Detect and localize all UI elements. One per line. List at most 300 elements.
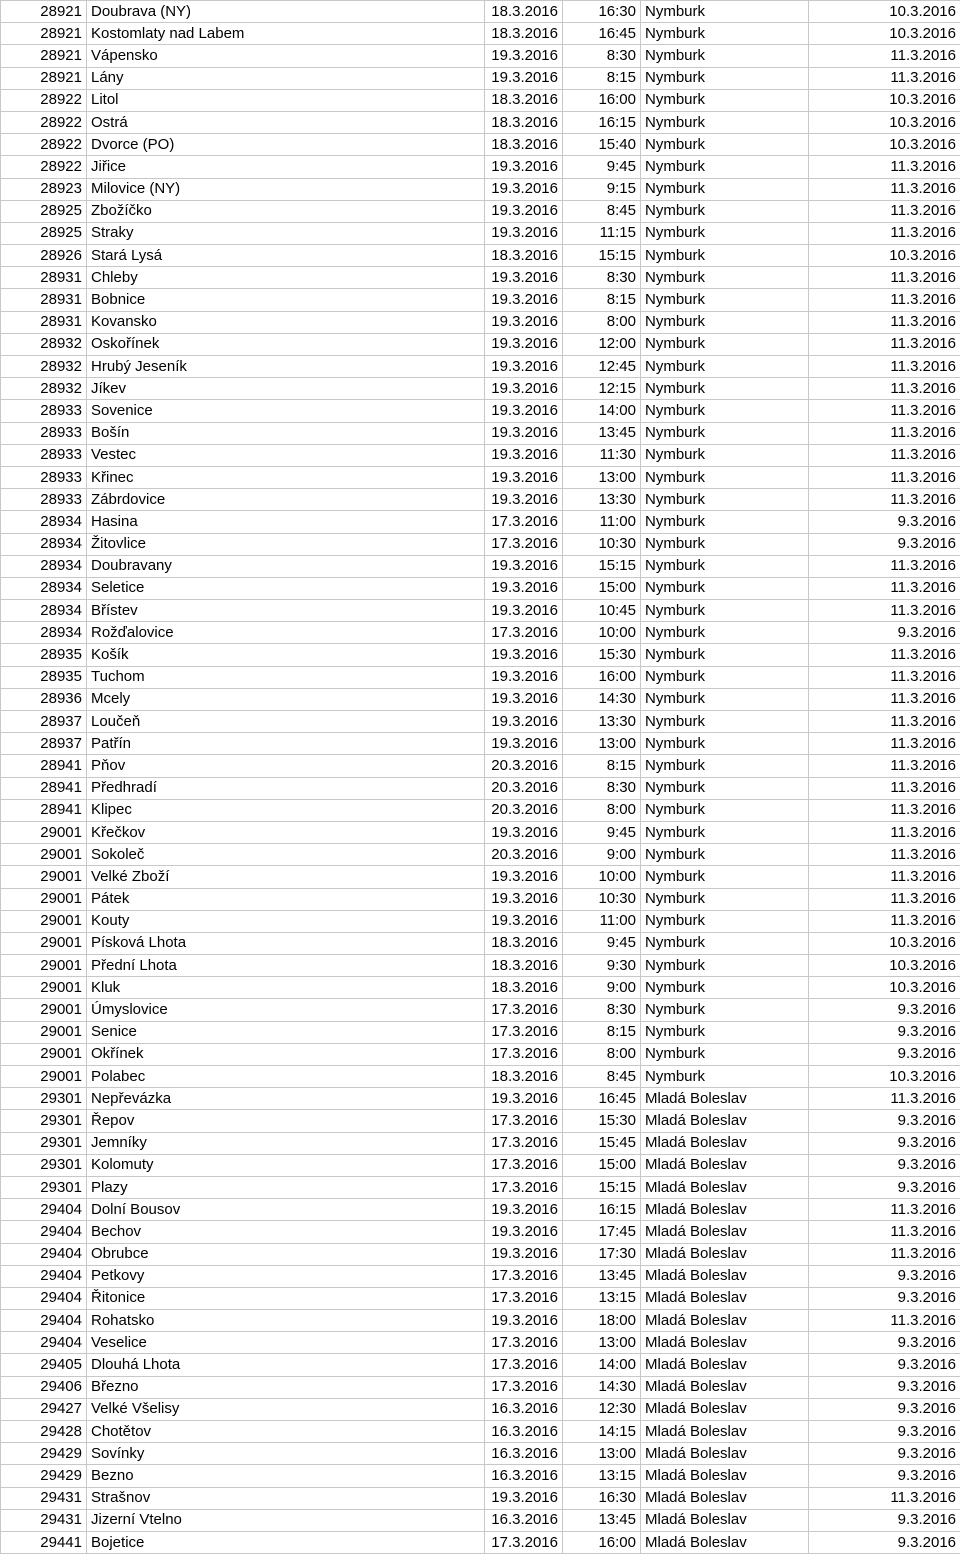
misto-cell: Mladá Boleslav [641,1243,809,1265]
obec-cell: Oskořínek [87,333,485,355]
misto-cell: Nymburk [641,289,809,311]
datum-zverejneni-cell: 9.3.2016 [809,622,960,644]
psc-cell: 28932 [1,333,87,355]
misto-cell: Nymburk [641,422,809,444]
table-row [1,311,960,333]
table-row [1,577,960,599]
datum-zverejneni-cell: 10.3.2016 [809,23,960,45]
table-row [1,866,960,888]
misto-cell: Nymburk [641,200,809,222]
table-row [1,1221,960,1243]
table-row [1,1199,960,1221]
cas-cell: 13:45 [563,1509,641,1531]
table-row [1,400,960,422]
misto-cell: Mladá Boleslav [641,1199,809,1221]
psc-cell: 28935 [1,644,87,666]
cas-cell: 16:00 [563,1531,641,1553]
datum-cell: 19.3.2016 [485,1221,563,1243]
datum-zverejneni-cell: 11.3.2016 [809,799,960,821]
psc-cell: 29429 [1,1443,87,1465]
datum-cell: 19.3.2016 [485,489,563,511]
misto-cell: Nymburk [641,356,809,378]
table-row [1,1176,960,1198]
datum-zverejneni-cell: 11.3.2016 [809,489,960,511]
datum-cell: 17.3.2016 [485,622,563,644]
datum-zverejneni-cell: 11.3.2016 [809,422,960,444]
cas-cell: 18:00 [563,1310,641,1332]
datum-cell: 18.3.2016 [485,134,563,156]
misto-cell: Nymburk [641,245,809,267]
table-row [1,1421,960,1443]
obec-cell: Klipec [87,799,485,821]
misto-cell: Mladá Boleslav [641,1421,809,1443]
obec-cell: Straky [87,222,485,244]
cas-cell: 8:30 [563,267,641,289]
datum-cell: 16.3.2016 [485,1398,563,1420]
table-row [1,1443,960,1465]
table-row [1,200,960,222]
obec-cell: Strašnov [87,1487,485,1509]
table-row [1,178,960,200]
obec-cell: Mcely [87,688,485,710]
datum-zverejneni-cell: 11.3.2016 [809,888,960,910]
cas-cell: 15:40 [563,134,641,156]
psc-cell: 29001 [1,955,87,977]
datum-cell: 19.3.2016 [485,178,563,200]
obec-cell: Jíkev [87,378,485,400]
datum-cell: 19.3.2016 [485,866,563,888]
datum-zverejneni-cell: 11.3.2016 [809,333,960,355]
cas-cell: 12:15 [563,378,641,400]
datum-cell: 19.3.2016 [485,821,563,843]
datum-zverejneni-cell: 10.3.2016 [809,1066,960,1088]
psc-cell: 29301 [1,1132,87,1154]
obec-cell: Hasina [87,511,485,533]
cas-cell: 15:30 [563,1110,641,1132]
obec-cell: Doubravany [87,555,485,577]
datum-cell: 19.3.2016 [485,45,563,67]
datum-cell: 17.3.2016 [485,1021,563,1043]
misto-cell: Nymburk [641,333,809,355]
table-row [1,1066,960,1088]
table-row [1,622,960,644]
obec-cell: Jemníky [87,1132,485,1154]
datum-cell: 17.3.2016 [485,1154,563,1176]
cas-cell: 14:30 [563,688,641,710]
table-row [1,555,960,577]
datum-zverejneni-cell: 11.3.2016 [809,222,960,244]
misto-cell: Nymburk [641,111,809,133]
datum-zverejneni-cell: 10.3.2016 [809,245,960,267]
psc-cell: 29404 [1,1221,87,1243]
psc-cell: 29404 [1,1199,87,1221]
table-row [1,821,960,843]
datum-cell: 18.3.2016 [485,245,563,267]
psc-cell: 28932 [1,356,87,378]
cas-cell: 16:45 [563,23,641,45]
obec-cell: Patřín [87,733,485,755]
table-row [1,799,960,821]
datum-zverejneni-cell: 11.3.2016 [809,1088,960,1110]
misto-cell: Nymburk [641,688,809,710]
misto-cell: Nymburk [641,577,809,599]
obec-cell: Ostrá [87,111,485,133]
cas-cell: 13:45 [563,1265,641,1287]
obec-cell: Břístev [87,600,485,622]
cas-cell: 8:15 [563,289,641,311]
obec-cell: Pátek [87,888,485,910]
cas-cell: 8:00 [563,1043,641,1065]
psc-cell: 29001 [1,932,87,954]
cas-cell: 9:30 [563,955,641,977]
obec-cell: Košík [87,644,485,666]
datum-zverejneni-cell: 11.3.2016 [809,866,960,888]
datum-cell: 18.3.2016 [485,89,563,111]
misto-cell: Nymburk [641,755,809,777]
psc-cell: 29001 [1,1021,87,1043]
datum-zverejneni-cell: 11.3.2016 [809,1310,960,1332]
table-row [1,444,960,466]
datum-cell: 17.3.2016 [485,1287,563,1309]
datum-zverejneni-cell: 11.3.2016 [809,466,960,488]
psc-cell: 28933 [1,466,87,488]
datum-zverejneni-cell: 11.3.2016 [809,45,960,67]
obec-cell: Rohatsko [87,1310,485,1332]
obec-cell: Bošín [87,422,485,444]
cas-cell: 13:00 [563,466,641,488]
misto-cell: Nymburk [641,89,809,111]
cas-cell: 16:45 [563,1088,641,1110]
misto-cell: Mladá Boleslav [641,1287,809,1309]
obec-cell: Úmyslovice [87,999,485,1021]
obec-cell: Nepřevázka [87,1088,485,1110]
datum-zverejneni-cell: 9.3.2016 [809,1132,960,1154]
obec-cell: Milovice (NY) [87,178,485,200]
table-row [1,1487,960,1509]
misto-cell: Nymburk [641,45,809,67]
cas-cell: 14:00 [563,400,641,422]
table-row [1,533,960,555]
misto-cell: Mladá Boleslav [641,1110,809,1132]
datum-cell: 17.3.2016 [485,1043,563,1065]
table-row [1,489,960,511]
datum-cell: 16.3.2016 [485,1421,563,1443]
table-row [1,1154,960,1176]
datum-zverejneni-cell: 10.3.2016 [809,932,960,954]
table-row [1,222,960,244]
datum-cell: 19.3.2016 [485,1243,563,1265]
table-row [1,1043,960,1065]
table-row [1,688,960,710]
table-row [1,1132,960,1154]
datum-cell: 19.3.2016 [485,1310,563,1332]
table-row [1,910,960,932]
cas-cell: 9:45 [563,932,641,954]
datum-zverejneni-cell: 9.3.2016 [809,1265,960,1287]
psc-cell: 28922 [1,134,87,156]
datum-cell: 19.3.2016 [485,711,563,733]
misto-cell: Nymburk [641,733,809,755]
obec-cell: Veselice [87,1332,485,1354]
psc-cell: 28941 [1,755,87,777]
psc-cell: 28931 [1,289,87,311]
datum-cell: 20.3.2016 [485,777,563,799]
cas-cell: 15:15 [563,1176,641,1198]
misto-cell: Nymburk [641,489,809,511]
obec-cell: Plazy [87,1176,485,1198]
cas-cell: 11:15 [563,222,641,244]
obec-cell: Sovenice [87,400,485,422]
datum-cell: 19.3.2016 [485,577,563,599]
datum-zverejneni-cell: 9.3.2016 [809,1154,960,1176]
psc-cell: 28921 [1,1,87,23]
table-row [1,733,960,755]
cas-cell: 10:30 [563,888,641,910]
misto-cell: Nymburk [641,178,809,200]
table-row [1,466,960,488]
datum-zverejneni-cell: 9.3.2016 [809,1465,960,1487]
misto-cell: Nymburk [641,799,809,821]
datum-cell: 19.3.2016 [485,688,563,710]
datum-zverejneni-cell: 11.3.2016 [809,711,960,733]
psc-cell: 29404 [1,1243,87,1265]
psc-cell: 28922 [1,111,87,133]
datum-cell: 19.3.2016 [485,888,563,910]
datum-zverejneni-cell: 11.3.2016 [809,666,960,688]
table-row [1,333,960,355]
misto-cell: Mladá Boleslav [641,1398,809,1420]
obec-cell: Dolní Bousov [87,1199,485,1221]
misto-cell: Nymburk [641,622,809,644]
datum-cell: 18.3.2016 [485,111,563,133]
psc-cell: 28935 [1,666,87,688]
datum-cell: 16.3.2016 [485,1465,563,1487]
psc-cell: 28922 [1,156,87,178]
cas-cell: 15:30 [563,644,641,666]
datum-zverejneni-cell: 9.3.2016 [809,1421,960,1443]
datum-cell: 19.3.2016 [485,400,563,422]
obec-cell: Obrubce [87,1243,485,1265]
cas-cell: 9:45 [563,156,641,178]
datum-cell: 19.3.2016 [485,156,563,178]
misto-cell: Nymburk [641,444,809,466]
obec-cell: Chotětov [87,1421,485,1443]
datum-zverejneni-cell: 11.3.2016 [809,200,960,222]
psc-cell: 28921 [1,45,87,67]
cas-cell: 13:45 [563,422,641,444]
psc-cell: 28934 [1,622,87,644]
psc-cell: 28925 [1,222,87,244]
table-row [1,1531,960,1553]
misto-cell: Mladá Boleslav [641,1154,809,1176]
obec-cell: Kluk [87,977,485,999]
cas-cell: 13:00 [563,733,641,755]
datum-cell: 19.3.2016 [485,1487,563,1509]
datum-zverejneni-cell: 10.3.2016 [809,134,960,156]
datum-cell: 17.3.2016 [485,1531,563,1553]
cas-cell: 15:45 [563,1132,641,1154]
cas-cell: 15:00 [563,577,641,599]
datum-zverejneni-cell: 9.3.2016 [809,511,960,533]
obec-cell: Písková Lhota [87,932,485,954]
datum-zverejneni-cell: 9.3.2016 [809,1287,960,1309]
datum-zverejneni-cell: 9.3.2016 [809,1043,960,1065]
obec-cell: Tuchom [87,666,485,688]
table-row [1,777,960,799]
datum-cell: 19.3.2016 [485,422,563,444]
table-row [1,267,960,289]
misto-cell: Nymburk [641,511,809,533]
obec-cell: Dlouhá Lhota [87,1354,485,1376]
datum-zverejneni-cell: 10.3.2016 [809,89,960,111]
datum-zverejneni-cell: 9.3.2016 [809,1509,960,1531]
misto-cell: Nymburk [641,888,809,910]
table-row [1,977,960,999]
obec-cell: Předhradí [87,777,485,799]
obec-cell: Zbožíčko [87,200,485,222]
misto-cell: Nymburk [641,844,809,866]
datum-cell: 17.3.2016 [485,511,563,533]
table-row [1,955,960,977]
datum-zverejneni-cell: 9.3.2016 [809,1110,960,1132]
cas-cell: 8:45 [563,1066,641,1088]
table-row [1,600,960,622]
obec-cell: Křečkov [87,821,485,843]
datum-cell: 17.3.2016 [485,1354,563,1376]
obec-cell: Bobnice [87,289,485,311]
cas-cell: 17:45 [563,1221,641,1243]
psc-cell: 28937 [1,711,87,733]
cas-cell: 11:00 [563,910,641,932]
datum-zverejneni-cell: 9.3.2016 [809,1021,960,1043]
table-row [1,1465,960,1487]
table-row [1,755,960,777]
datum-cell: 17.3.2016 [485,533,563,555]
psc-cell: 29001 [1,866,87,888]
datum-cell: 17.3.2016 [485,1132,563,1154]
psc-cell: 29406 [1,1376,87,1398]
obec-cell: Doubrava (NY) [87,1,485,23]
misto-cell: Nymburk [641,222,809,244]
misto-cell: Nymburk [641,134,809,156]
cas-cell: 13:15 [563,1465,641,1487]
datum-cell: 20.3.2016 [485,844,563,866]
psc-cell: 29001 [1,821,87,843]
obec-cell: Kouty [87,910,485,932]
psc-cell: 29441 [1,1531,87,1553]
table-row [1,356,960,378]
table-row [1,1021,960,1043]
datum-zverejneni-cell: 11.3.2016 [809,1199,960,1221]
datum-zverejneni-cell: 11.3.2016 [809,688,960,710]
misto-cell: Mladá Boleslav [641,1132,809,1154]
table-row [1,511,960,533]
datum-zverejneni-cell: 11.3.2016 [809,400,960,422]
psc-cell: 29404 [1,1332,87,1354]
cas-cell: 16:00 [563,666,641,688]
cas-cell: 16:30 [563,1487,641,1509]
cas-cell: 8:30 [563,777,641,799]
table-row [1,245,960,267]
datum-zverejneni-cell: 10.3.2016 [809,111,960,133]
datum-zverejneni-cell: 9.3.2016 [809,1531,960,1553]
psc-cell: 28925 [1,200,87,222]
obec-cell: Rožďalovice [87,622,485,644]
obec-cell: Kostomlaty nad Labem [87,23,485,45]
cas-cell: 13:15 [563,1287,641,1309]
datum-zverejneni-cell: 11.3.2016 [809,821,960,843]
datum-zverejneni-cell: 11.3.2016 [809,378,960,400]
datum-cell: 18.3.2016 [485,1066,563,1088]
table-row [1,1,960,23]
table-row [1,134,960,156]
misto-cell: Nymburk [641,955,809,977]
cas-cell: 8:00 [563,799,641,821]
obec-cell: Přední Lhota [87,955,485,977]
table-row [1,289,960,311]
datum-zverejneni-cell: 11.3.2016 [809,67,960,89]
misto-cell: Mladá Boleslav [641,1088,809,1110]
psc-cell: 28936 [1,688,87,710]
psc-cell: 29001 [1,999,87,1021]
cas-cell: 16:30 [563,1,641,23]
datum-zverejneni-cell: 11.3.2016 [809,444,960,466]
datum-cell: 19.3.2016 [485,1199,563,1221]
cas-cell: 8:15 [563,67,641,89]
misto-cell: Nymburk [641,400,809,422]
datum-zverejneni-cell: 9.3.2016 [809,999,960,1021]
psc-cell: 29428 [1,1421,87,1443]
obec-cell: Bechov [87,1221,485,1243]
datum-zverejneni-cell: 11.3.2016 [809,178,960,200]
psc-cell: 29431 [1,1509,87,1531]
psc-cell: 29001 [1,888,87,910]
cas-cell: 9:45 [563,821,641,843]
datum-zverejneni-cell: 11.3.2016 [809,644,960,666]
datum-cell: 19.3.2016 [485,289,563,311]
table-row [1,1110,960,1132]
psc-cell: 29301 [1,1088,87,1110]
misto-cell: Mladá Boleslav [641,1176,809,1198]
table-row [1,1376,960,1398]
misto-cell: Nymburk [641,156,809,178]
datum-cell: 19.3.2016 [485,910,563,932]
table-row [1,1310,960,1332]
datum-zverejneni-cell: 11.3.2016 [809,577,960,599]
cas-cell: 14:00 [563,1354,641,1376]
datum-zverejneni-cell: 9.3.2016 [809,1354,960,1376]
table-row [1,111,960,133]
cas-cell: 15:15 [563,245,641,267]
psc-cell: 29301 [1,1154,87,1176]
misto-cell: Nymburk [641,1021,809,1043]
obec-cell: Kolomuty [87,1154,485,1176]
misto-cell: Mladá Boleslav [641,1443,809,1465]
psc-cell: 29405 [1,1354,87,1376]
datum-cell: 18.3.2016 [485,23,563,45]
obec-cell: Pňov [87,755,485,777]
obec-cell: Litol [87,89,485,111]
misto-cell: Mladá Boleslav [641,1332,809,1354]
misto-cell: Mladá Boleslav [641,1487,809,1509]
datum-zverejneni-cell: 9.3.2016 [809,1376,960,1398]
cas-cell: 16:15 [563,111,641,133]
obec-cell: Seletice [87,577,485,599]
datum-cell: 19.3.2016 [485,333,563,355]
table-row [1,1354,960,1376]
datum-cell: 19.3.2016 [485,1088,563,1110]
datum-cell: 19.3.2016 [485,267,563,289]
